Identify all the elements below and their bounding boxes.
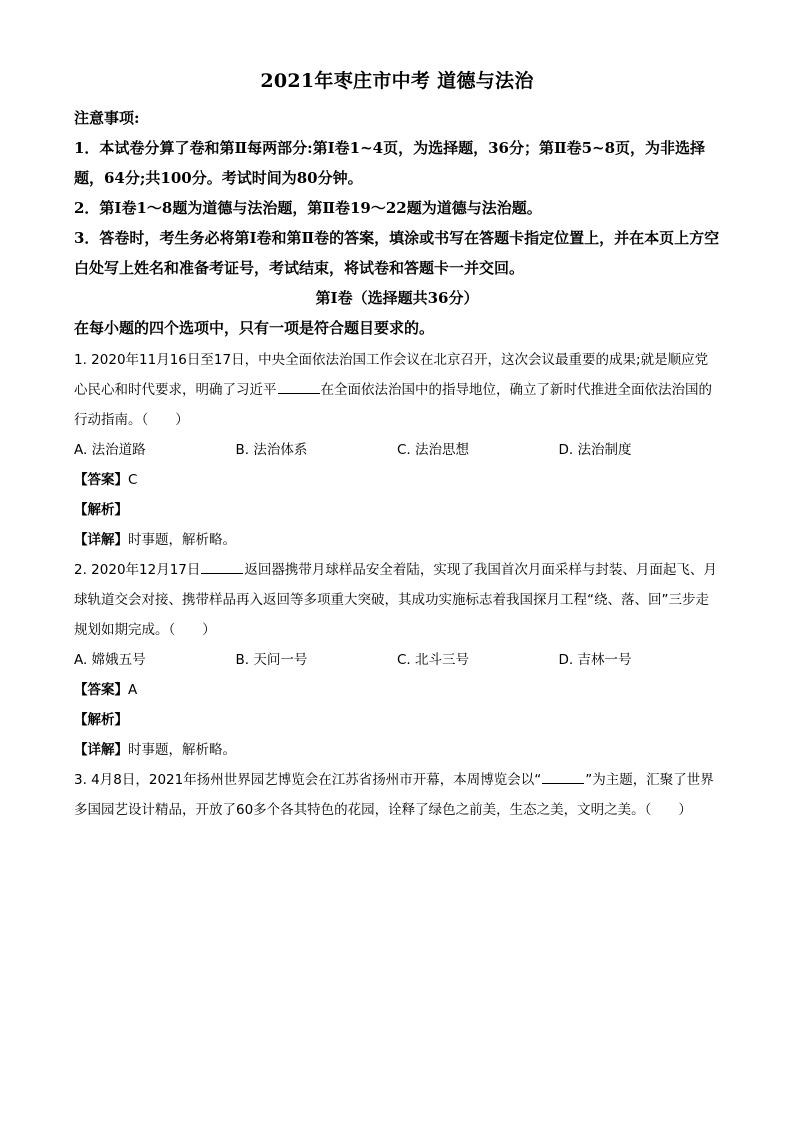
section-title: 第Ⅰ卷（选择题共36分） — [315, 289, 479, 307]
option-b: B. 天问一号 — [235, 652, 308, 668]
question-2 — [74, 555, 720, 765]
detail-text: 时事题，解析略。 — [128, 742, 236, 758]
question-stem — [74, 345, 720, 435]
question-stem — [74, 765, 720, 825]
notice-item-2: 2．第Ⅰ卷1～8题为道德与法治题，第Ⅱ卷19～22题为道德与法治题。 — [74, 199, 542, 217]
detail-label: 【详解】 — [74, 532, 128, 548]
question-stem — [74, 555, 720, 645]
stem-text: 3. 4月8日，2021年扬州世界园艺博览会在江苏省扬州市开幕，本周博览会以“ — [74, 772, 542, 788]
analysis-label: 【解析】 — [74, 712, 128, 728]
stem-text: 1. 2020年11月16日至17日，中央全面依法治国工作会议在北京召开，这次会议最重要的成果;就是顺应党心民心和时代要求，明确了习近平 — [74, 352, 709, 398]
notice-item-1: 1．本试卷分算了卷和第Ⅱ每两部分:第Ⅰ卷1~4页，为选择题，36分；第Ⅱ卷5~8页，为非选择题，64分;共100分。考试时间为80分钟。 — [74, 139, 706, 187]
instruction: 在每小题的四个选项中，只有一项是符合题目要求的。 — [74, 319, 435, 337]
answer-label: 【答案】 — [74, 682, 128, 698]
answer-blank — [201, 559, 243, 574]
notice-item-3: 3．答卷时，考生务必将第Ⅰ卷和第Ⅱ卷的答案，填涂或书写在答题卡指定位置上，并在本页上方空白处写上姓名和准备考证号，考试结束，将试卷和答题卡一并交回。 — [74, 229, 720, 277]
detail-text: 时事题，解析略。 — [128, 532, 236, 548]
answer-label: 【答案】 — [74, 472, 128, 488]
answer-value: C — [128, 472, 138, 488]
answer-value: A — [128, 682, 138, 698]
option-d: D. 吉林一号 — [558, 652, 632, 668]
answer-blank — [278, 379, 320, 394]
stem-text: ”为主题，汇聚了世界多国园艺设计精品，开放了60多个各其特色的花园，诠释了绿色之前美，生态之美，文明之美。（ ） — [74, 772, 714, 818]
question-1 — [74, 345, 720, 555]
answer-row — [74, 465, 720, 495]
question-3 — [74, 765, 720, 825]
options-row — [74, 435, 720, 465]
stem-text: 返回器携带月球样品安全着陆，实现了我国首次月面采样与封装、月面起飞、月球轨道交会对接、携带样品再入返回等多项重大突破，其成功实施标志着我国探月工程“绕、落、回”三步走规划如期完成。（ ） — [74, 562, 717, 638]
analysis-label: 【解析】 — [74, 502, 128, 518]
option-d: D. 法治制度 — [558, 442, 632, 458]
option-a: A. 嫦娥五号 — [74, 652, 146, 668]
option-c: C. 法治思想 — [397, 442, 470, 458]
detail-row — [74, 735, 720, 765]
notice-heading: 注意事项: — [74, 109, 140, 127]
page-title: 2021年枣庄市中考 道德与法治 — [260, 70, 534, 92]
option-b: B. 法治体系 — [235, 442, 308, 458]
options-row — [74, 645, 720, 675]
answer-blank — [542, 769, 584, 784]
option-c: C. 北斗三号 — [397, 652, 470, 668]
stem-text: 在全面依法治国中的指导地位，确立了新时代推进全面依法治国的行动指南。（ ） — [74, 382, 712, 428]
option-a: A. 法治道路 — [74, 442, 146, 458]
analysis-row — [74, 495, 720, 525]
answer-row — [74, 675, 720, 705]
detail-label: 【详解】 — [74, 742, 128, 758]
analysis-row — [74, 705, 720, 735]
detail-row — [74, 525, 720, 555]
stem-text: 2. 2020年12月17日 — [74, 562, 201, 578]
